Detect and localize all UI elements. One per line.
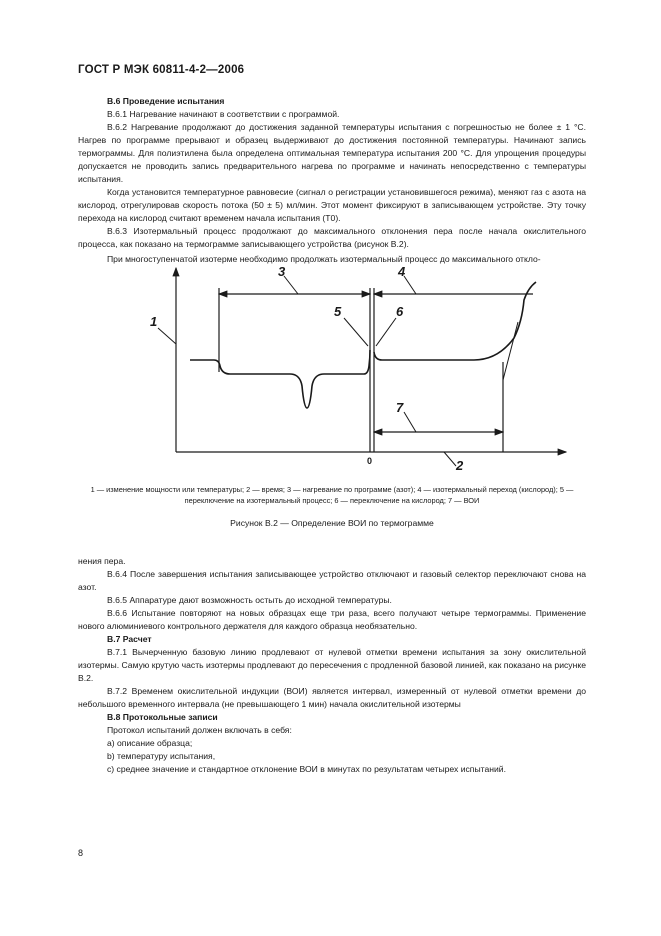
para-b6-6: В.6.6 Испытание повторяют на новых образцах еще три раза, всего получают четыре термограммы. Применение нового алюминиевого контрольного держателя для каждого образца необязательно. — [78, 608, 586, 631]
thermogram-curve — [190, 350, 370, 408]
label-2: 2 — [456, 458, 464, 473]
para-b6-4: В.6.4 После завершения испытания записывающее устройство отключают и газовый селектор переключают снова на азот. — [78, 569, 586, 592]
leader-7 — [404, 412, 416, 432]
thermogram-figure — [78, 262, 586, 480]
para-b7-1: В.7.1 Вычерченную базовую линию продлевают от нулевой отметки времени испытания за зону окислительной изотермы. Самую крутую часть изотермы продлевают до пересечения с продленной базовой линией, как показано на рисунке В.2. — [78, 647, 586, 683]
label-5: 5 — [334, 304, 342, 319]
heading-b6: В.6 Проведение испытания — [107, 96, 225, 106]
leader-2 — [444, 452, 456, 466]
para-b8-1: Протокол испытаний должен включать в себя: — [107, 725, 292, 735]
heading-b8: В.8 Протокольные записи — [107, 712, 218, 722]
para-b6-2: В.6.2 Нагревание продолжают до достижения заданной температуры испытания с погрешностью не более ± 1 °С. Нагрев по программе прерывают и образец выдерживают до достижения постоянной температуры. Начинают запись термограммы. Для полиэтилена была определена оптимальная температура испытания 200 °С. Для упрощения процедуры допускается не проводить запись предварительного нагрева по программе и начинать непосредственно с температуры испытания. — [78, 122, 586, 184]
list-item-a: а) описание образца; — [107, 738, 193, 748]
figure-title: Рисунок В.2 — Определение ВОИ по термограмме — [230, 518, 434, 528]
label-4: 4 — [398, 264, 406, 279]
tangent-line — [503, 322, 518, 380]
list-item-c: с) среднее значение и стандартное отклонение ВОИ в минутах по результатам четырех испытаний. — [107, 764, 506, 774]
section-b6 — [78, 95, 586, 266]
leader-1 — [158, 328, 176, 344]
list-item-b: b) температуру испытания, — [107, 751, 216, 761]
para-b6-1: В.6.1 Нагревание начинают в соответствии с программой. — [107, 109, 340, 119]
figure-legend: 1 — изменение мощности или температуры; 2 — время; 3 — нагревание по программе (азот); 4 — изотермальный переход (кислород); 5 — переключение на изотермальный процесс; 6 — переключение на кислород; 7 — ВОИ — [90, 485, 574, 505]
para-continuation: нения пера. — [78, 556, 126, 566]
label-zero: 0 — [367, 456, 373, 466]
label-3: 3 — [278, 264, 286, 279]
label-1: 1 — [150, 314, 158, 329]
leader-4 — [404, 276, 416, 294]
leader-3 — [284, 276, 298, 294]
label-7: 7 — [396, 400, 404, 415]
leader-5 — [344, 318, 368, 346]
leader-6 — [376, 318, 396, 346]
para-b6-3: В.6.3 Изотермальный процесс продолжают до максимального отклонения пера после начала окислительного процесса, как показано на термограмме записывающего устройства (рисунок В.2). — [78, 226, 586, 249]
para-b7-2: В.7.2 Временем окислительной индукции (ВОИ) является интервал, измеренный от нулевой отметки времени до небольшого временного интервала (не превышающего 1 мин) начала окислительной изотермы — [78, 686, 586, 709]
section-after-figure — [78, 555, 586, 776]
para-b6-5: В.6.5 Аппаратуре дают возможность остыть до исходной температуры. — [107, 595, 392, 605]
para-b6-transition: Когда установится температурное равновесие (сигнал о регистрации установившегося режима), меняют газ с азота на кислород, отрегулировав скорость потока (50 ± 5) мл/мин. Этот момент фиксируют в записывающем устройстве. Эту точку перехода на кислород считают временем начала испытания (T0). — [78, 187, 586, 223]
document-header: ГОСТ Р МЭК 60811-4-2—2006 — [78, 64, 245, 76]
page-number: 8 — [78, 848, 84, 858]
heading-b7: В.7 Расчет — [107, 634, 152, 644]
para-multistage: При многоступенчатой изотерме необходимо продолжать изотермальный процесс до максимального откло- — [107, 254, 541, 264]
label-6: 6 — [396, 304, 404, 319]
